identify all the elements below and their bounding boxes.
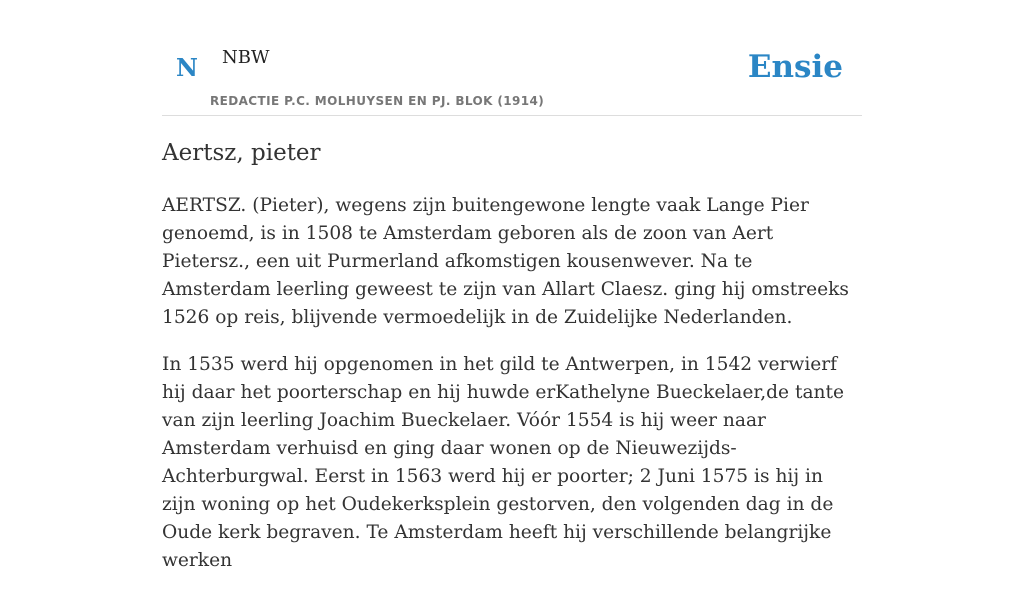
source-header bbox=[162, 0, 862, 116]
entry-paragraph: AERTSZ. (Pieter), wegens zijn buitengewone lengte vaak Lange Pier genoemd, is in 1508 te Amsterdam geboren als de zoon van Aert Pietersz., een uit Purmerland afkomstigen kousenwever. Na te Amsterdam leerling geweest te zijn van Allart Claesz. ging hij omstreeks 1526 op reis, blijvende vermoedelijk in de Zuidelijke Nederlanden. bbox=[162, 195, 849, 328]
content-container bbox=[162, 0, 862, 571]
entry-body bbox=[162, 192, 862, 594]
source-logo-icon[interactable]: N bbox=[176, 53, 198, 82]
source-subtitle: REDACTIE P.C. MOLHUYSEN EN PJ. BLOK (1914) bbox=[210, 94, 545, 108]
brand-logo-link[interactable]: Ensie bbox=[747, 49, 843, 85]
entry-title: Aertsz, pieter bbox=[162, 140, 321, 166]
source-title[interactable]: NBW bbox=[222, 47, 270, 68]
entry-paragraph: In 1535 werd hij opgenomen in het gild te Antwerpen, in 1542 verwierf hij daar het poorterschap en hij huwde erKathelyne Bueckelaer,de tante van zijn leerling Joachim Bueckelaer. Vóór 1554 is hij weer naar Amsterdam verhuisd en ging daar wonen op de Nieuwezijds-Achterburgwal. Eerst in 1563 werd hij er poorter; 2 Juni 1575 is hij in zijn woning op het Oudekerksplein gestorven, den volgenden dag in de Oude kerk begraven. Te Amsterdam heeft hij verschillende belangrijke werken bbox=[162, 354, 844, 571]
